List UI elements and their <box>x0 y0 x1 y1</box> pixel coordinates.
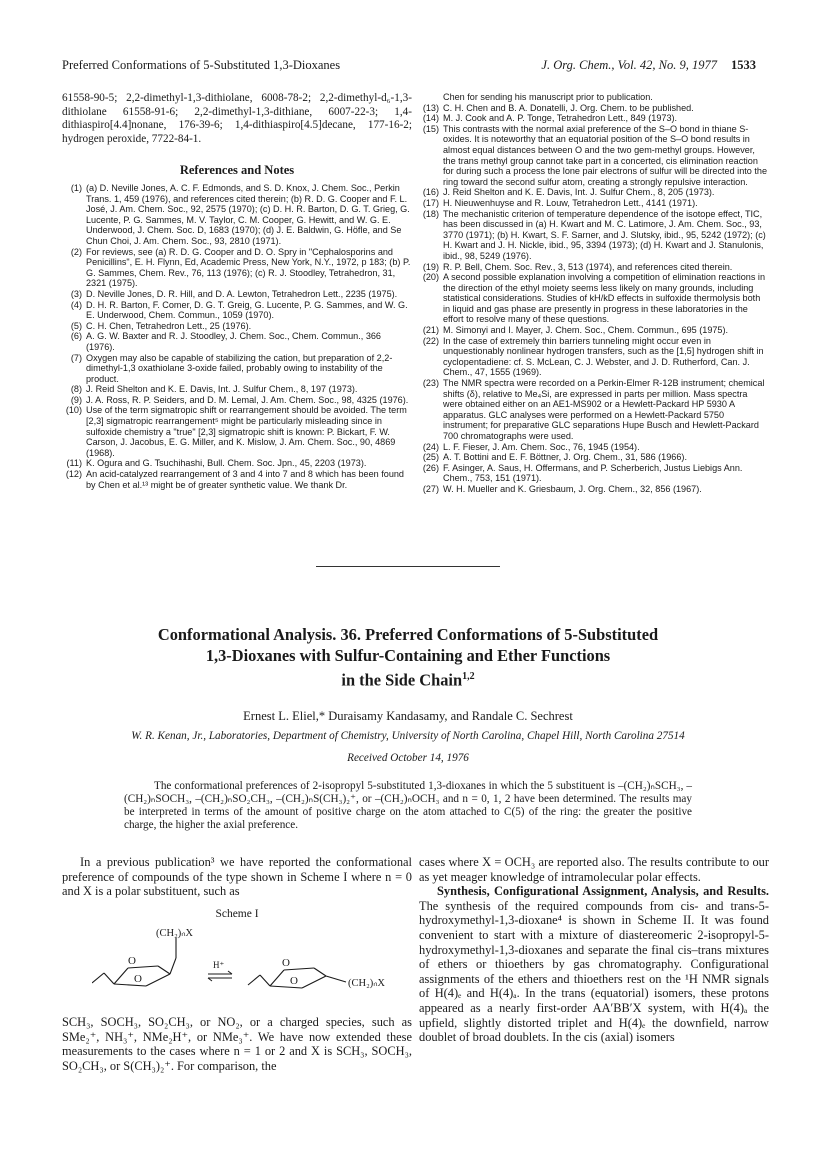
reference-text: L. F. Fieser, J. Am. Chem. Soc., 76, 1945 (1954). <box>443 441 640 452</box>
reference-text: A. T. Bottini and E. F. Böttner, J. Org. Chem., 31, 586 (1966). <box>443 452 687 463</box>
reference-text: D. Neville Jones, D. R. Hill, and D. A. Lewton, Tetrahedron Lett., 2235 (1975). <box>86 288 398 299</box>
reference-number: (20) <box>422 272 439 283</box>
running-header-title: Preferred Conformations of 5-Substituted 1,3-Dioxanes <box>62 58 341 72</box>
reference-number: (1) <box>70 183 82 193</box>
registry-numbers: 61558-90-5; 2,2-dimethyl-1,3-dithiolane, 6008-78-2; 2,2-dimethyl-d₆-1,3-dithiolane 61558-91-6; 2,2-dimethyl-1,3-dithiane, 6007-22-3; 1,4-dithiaspiro[4.4]nonane, 176-39-6; 1,4-dithiaspiro[4.5]decane, 177-16-2; hydrogen peroxide, 7722-84-1. <box>62 92 412 145</box>
reference-text: M. Simonyi and I. Mayer, J. Chem. Soc., Chem. Commun., 695 (1975). <box>443 325 729 336</box>
reference-item <box>62 331 412 352</box>
reference-number: (21) <box>422 325 439 336</box>
reference-item <box>62 300 412 321</box>
title-line-3-text: in the Side Chain <box>341 670 463 690</box>
reference-item <box>62 353 412 385</box>
reference-text: For reviews, see (a) R. D. G. Cooper and D. O. Spry in "Cephalosporins and Penicillins", E. H. Flynn, Ed, Academic Press, New York, N.Y., 1972, p 183; (b) P. G. Sammes, Chem. Rev., 76, 113 (1976); (c) R. J. Stoodley, Tetrahedron, 31, 2321 (1975). <box>86 246 411 289</box>
reference-text: M. J. Cook and A. P. Tonge, Tetrahedron Lett., 849 (1973). <box>443 113 678 124</box>
body-right <box>419 855 769 1045</box>
reference-number: (22) <box>422 335 439 346</box>
journal-citation: J. Org. Chem., Vol. 42, No. 9, 1977 <box>541 58 717 72</box>
references-list-right <box>419 92 769 495</box>
abstract: The conformational preferences of 2-isopropyl 5-substituted 1,3-dioxanes in which the 5 substituent is –(CH₂)ₙSCH₃, –(CH₂)ₙSOCH₃, –(CH₂)ₙSO₂CH₃, –(CH₂)ₙS(CH₃)₂⁺, or –(CH₂)ₙOCH₃ and n = 0, 1, 2 have been determined. The results may be interpreted in terms of the amount of positive charge on the atom attached to C(5) of the ring: the greater the positive charge, the higher the axial preference. <box>124 780 692 831</box>
body-left-continued <box>62 1015 412 1073</box>
ring-oxygen-left-1: O <box>128 955 136 967</box>
reference-text: C. H. Chen and B. A. Donatelli, J. Org. Chem. to be published. <box>443 102 694 113</box>
paragraph-synthesis <box>419 884 769 1045</box>
reference-number: (23) <box>422 378 439 389</box>
authors: Ernest L. Eliel,* Duraisamy Kandasamy, and Randale C. Sechrest <box>243 709 573 723</box>
equilibrium-arrows <box>208 971 232 981</box>
reference-number: (25) <box>422 452 439 463</box>
ring-oxygen-left-2: O <box>134 973 142 985</box>
reference-text: (a) D. Neville Jones, A. C. F. Edmonds, and S. D. Knox, J. Chem. Soc., Perkin Trans. 1, 459 (1976), and references cited therein; (b) R. D. G. Cooper and F. L. José, J. Am. Chem. Soc., 92, 2575 (1970); (c) D. H. R. Barton, D. G. T. Grieg, G. Lucente, P. G. Sammes, M. V. Taylor, C. M. Cooper, G. Hewitt, and W. G. E. Underwood, J. Chem. Soc. D, 1683 (1970); (d) J. E. Baldwin, G. Höfle, and Se Chun Choi, J. Am. Chem. Soc., 93, 2810 (1971). <box>86 183 410 246</box>
reference-item <box>419 452 769 463</box>
page-number: 1533 <box>731 58 756 72</box>
reference-number: (6) <box>70 331 82 342</box>
reference-item <box>419 209 769 262</box>
section-heading-synthesis: Synthesis, Configurational Assignment, Analysis, and Results. <box>437 884 769 899</box>
reference-text: J. A. Ross, R. P. Seiders, and D. M. Lemal, J. Am. Chem. Soc., 98, 4325 (1976). <box>86 394 409 405</box>
reference-text: The NMR spectra were recorded on a Perkin-Elmer R-12B instrument; chemical shifts (δ), relative to Me₄Si, are expressed in parts per million. Mass spectra were obtained either on an AE1-MS902 or a Hewlett-Packard HP 5930 A apparatus. GLC analyses were performed on a Hewlett-Packard 5750 instrument; for preparative GLC separations Hupe Busch and Hewlett-Packard 700 chromatographs were used. <box>443 378 765 441</box>
reference-item <box>419 336 769 378</box>
reference-item <box>419 103 769 114</box>
references-list-left <box>62 183 412 490</box>
reference-number <box>419 92 443 103</box>
reference-text: W. H. Mueller and K. Griesbaum, J. Org. Chem., 32, 856 (1967). <box>443 483 702 494</box>
reference-item <box>62 183 412 247</box>
reference-item <box>62 458 412 469</box>
reference-item <box>62 321 412 332</box>
reference-number: (9) <box>70 394 82 405</box>
reference-item <box>419 113 769 124</box>
reference-item <box>62 247 412 289</box>
reference-text: F. Asinger, A. Saus, H. Offermans, and P. Scherberich, Justus Liebigs Ann. Chem., 753, 151 (1971). <box>443 462 743 484</box>
reference-item <box>419 484 769 495</box>
reference-item <box>419 124 769 188</box>
ring-oxygen-right-2: O <box>290 975 298 987</box>
reference-number: (5) <box>70 320 82 331</box>
reference-text: In the case of extremely thin barriers tunneling might occur even in unquestionably nonlinear hydrogen transfers, such as the [1,5] hydrogen shift in cyclopentadiene: cf. S. McLean, C. J. Webster, and J. D. Rutherford, Can. J. Chem., 47, 1555 (1969). <box>443 335 764 378</box>
reference-number: (19) <box>422 261 439 272</box>
reference-text: The mechanistic criterion of temperature dependence of the isotope effect, TIC, has been discussed in (a) H. Kwart and M. C. Latimore, J. Am. Chem. Soc., 93, 3770 (1971); (b) H. Kwart, S. F. Sarner, and J. Slutsky, ibid., 95, 5242 (1972); (c) H. Kwart and J. H. Nickle, ibid., 95, 3394 (1973); (d) H. Kwart and J. Stanulonis, ibid., 98, 5249 (1976). <box>443 208 766 261</box>
reference-item <box>419 442 769 453</box>
reference-number: (16) <box>422 187 439 198</box>
reference-number: (2) <box>70 246 82 257</box>
reference-text: Oxygen may also be capable of stabilizing the cation, but preparation of 2,2-dimethyl-1,3 oxathiolane 3-oxide failed, probably owing to instability of the product. <box>86 352 393 384</box>
reference-item <box>62 395 412 406</box>
reference-number: (18) <box>422 208 439 219</box>
reference-text: A. G. W. Baxter and R. J. Stoodley, J. Chem. Soc., Chem. Commun., 366 (1976). <box>86 331 381 352</box>
axial-substituent-label: (CH₂)ₙX <box>156 928 194 939</box>
paragraph-synthesis-text: The synthesis of the required compounds from cis- and trans-5-hydroxymethyl-1,3-dioxane⁴ is shown in Scheme II. It was found convenient to start with a mixture of diastereomeric 2-isopropyl-5-hydroxymethyl-1,3-dioxanes and separate the final cis–trans mixtures of ethers or thioethers by gas chromatography. Configurational assignments of the ethers and thioethers rest on the ¹H NMR signals of H(4)ₑ and H(4)ₐ. In the trans (equatorial) isomers, these protons appeared as a nearly first-order AA′BB′X system, with H(4)ₐ the upfield, slightly distorted triplet and H(4)ₑ the downfield, narrow doublet of broad doublets. In the cis (axial) isomers <box>419 898 769 1045</box>
reference-number: (14) <box>422 113 439 124</box>
paragraph-intro-continued: SCH₃, SOCH₃, SO₂CH₃, or NO₂, or a charged species, such as SMe₂⁺, NH₃⁺, NMe₂H⁺, or NMe₃⁺. We have now extended these measurements to the cases where n = 1 or 2 and X is SCH₃, SOCH₃, SO₂CH₃, or S(CH₃)₂⁺. For comparison, the <box>62 1015 412 1073</box>
article-title <box>80 624 736 690</box>
title-line-3 <box>80 666 736 690</box>
reference-number: (8) <box>70 384 82 395</box>
reference-text: An acid-catalyzed rearrangement of 3 and 4 into 7 and 8 which has been found by Chen et al.¹³ might be of greater synthetic value. We thank Dr. <box>86 469 404 490</box>
affiliation: W. R. Kenan, Jr., Laboratories, Department of Chemistry, University of North Carolina, Chapel Hill, North Carolina 27514 <box>131 730 685 742</box>
reference-number: (12) <box>65 469 82 480</box>
reference-item <box>62 289 412 300</box>
reference-text: D. H. R. Barton, F. Comer, D. G. T. Greig, G. Lucente, P. G. Sammes, and W. G. E. Underwood, Chem. Commun., 1059 (1970). <box>86 299 408 321</box>
reference-text: H. Nieuwenhuyse and R. Louw, Tetrahedron Lett., 4141 (1971). <box>443 197 698 208</box>
reference-item <box>419 262 769 273</box>
title-line-2: 1,3-Dioxanes with Sulfur-Containing and Ether Functions <box>205 646 611 665</box>
reference-text: A second possible explanation involving a competition of elimination reactions in the direction of the ethyl moiety seems less likely on many grounds, including statistical considerations. Studies of kH/kD effects in sulfoxide thermolysis both in liquid and gas phase are presently in progress in these laboratories in the effort to resolve many of these questions. <box>443 272 766 325</box>
reference-text: J. Reid Shelton and K. E. Davis, Int. J. Sulfur Chem., 8, 197 (1973). <box>86 384 358 395</box>
reference-text: K. Ogura and G. Tsuchihashi, Bull. Chem. Soc. Jpn., 45, 2203 (1973). <box>86 458 367 469</box>
reference-number: (24) <box>422 441 439 452</box>
reference-item <box>419 272 769 325</box>
reference-text: Use of the term sigmatropic shift or rearrangement should be avoided. The term [2,3] sigmatropic rearrangement⁵ might be particularly misleading since in sulfoxide chemistry a "true" [2,3] sigmatropic shift is known: P. Bickart, F. W. Carson, J. Jacobus, E. G. Miller, and K. Mislow, J. Am. Chem. Soc., 90, 4869 (1968). <box>86 405 407 458</box>
body-left-intro <box>62 855 412 899</box>
reference-item <box>62 384 412 395</box>
reference-number: (17) <box>422 197 439 208</box>
scheme-title: Scheme I <box>215 908 259 920</box>
references-heading: References and Notes <box>179 163 295 177</box>
reference-number: (15) <box>422 123 439 134</box>
reference-number: (3) <box>70 288 82 299</box>
reference-text: J. Reid Shelton and K. E. Davis, Int. J. Sulfur Chem., 8, 205 (1973). <box>443 187 715 198</box>
reference-number: (4) <box>70 299 82 310</box>
title-line-1: Conformational Analysis. 36. Preferred Conformations of 5-Substituted <box>157 625 659 644</box>
reference-text: R. P. Bell, Chem. Soc. Rev., 3, 513 (1974), and references cited therein. <box>443 261 733 272</box>
reference-number: (27) <box>422 483 439 494</box>
reference-item <box>419 325 769 336</box>
reference-text: This contrasts with the normal axial preference of the S–O bond in thiane S-oxides. It is noteworthy that an equatorial position of the S–O bond results in almost equal distances between O and the two gem-methyl groups. However, the trans methyl group cannot take part in a concerted, cis elimination reaction for during such a process the lone pair electrons of sulfur will be directed into the ring toward the second sulfur atom, creating a strongly repulsive interaction. <box>443 123 768 187</box>
reference-number: (13) <box>422 102 439 113</box>
reference-item <box>62 405 412 458</box>
reference-text: C. H. Chen, Tetrahedron Lett., 25 (1976). <box>86 320 252 331</box>
paragraph-results-intro: cases where X = OCH₃ are reported also. The results contribute to our as yet meager knowledge of intramolecular polar effects. <box>419 855 769 884</box>
reference-number: (10) <box>65 405 82 416</box>
running-header-journal <box>541 58 756 73</box>
acid-catalyst-label: H⁺ <box>213 960 225 970</box>
reference-number: (7) <box>70 352 82 363</box>
reference-item <box>419 187 769 198</box>
paragraph-intro: In a previous publication³ we have reported the conformational preference of compounds of the type shown in Scheme I where n = 0 and X is a polar substituent, such as <box>62 855 412 899</box>
reference-item <box>419 198 769 209</box>
title-footnote-marks: 1,2 <box>462 671 475 682</box>
reference-item <box>62 469 412 490</box>
equatorial-substituent-label: (CH₂)ₙX <box>348 978 386 989</box>
section-divider <box>316 566 500 567</box>
reference-number: (26) <box>422 462 439 473</box>
ring-oxygen-right-1: O <box>282 957 290 969</box>
reference-number: (11) <box>66 458 82 469</box>
reference-text: Chen for sending his manuscript prior to publication. <box>443 92 653 102</box>
reference-item <box>419 463 769 484</box>
reference-item <box>419 378 769 442</box>
received-date: Received October 14, 1976 <box>347 752 469 764</box>
scheme-equilibrium-diagram <box>92 928 412 1008</box>
reference-item <box>419 92 769 103</box>
